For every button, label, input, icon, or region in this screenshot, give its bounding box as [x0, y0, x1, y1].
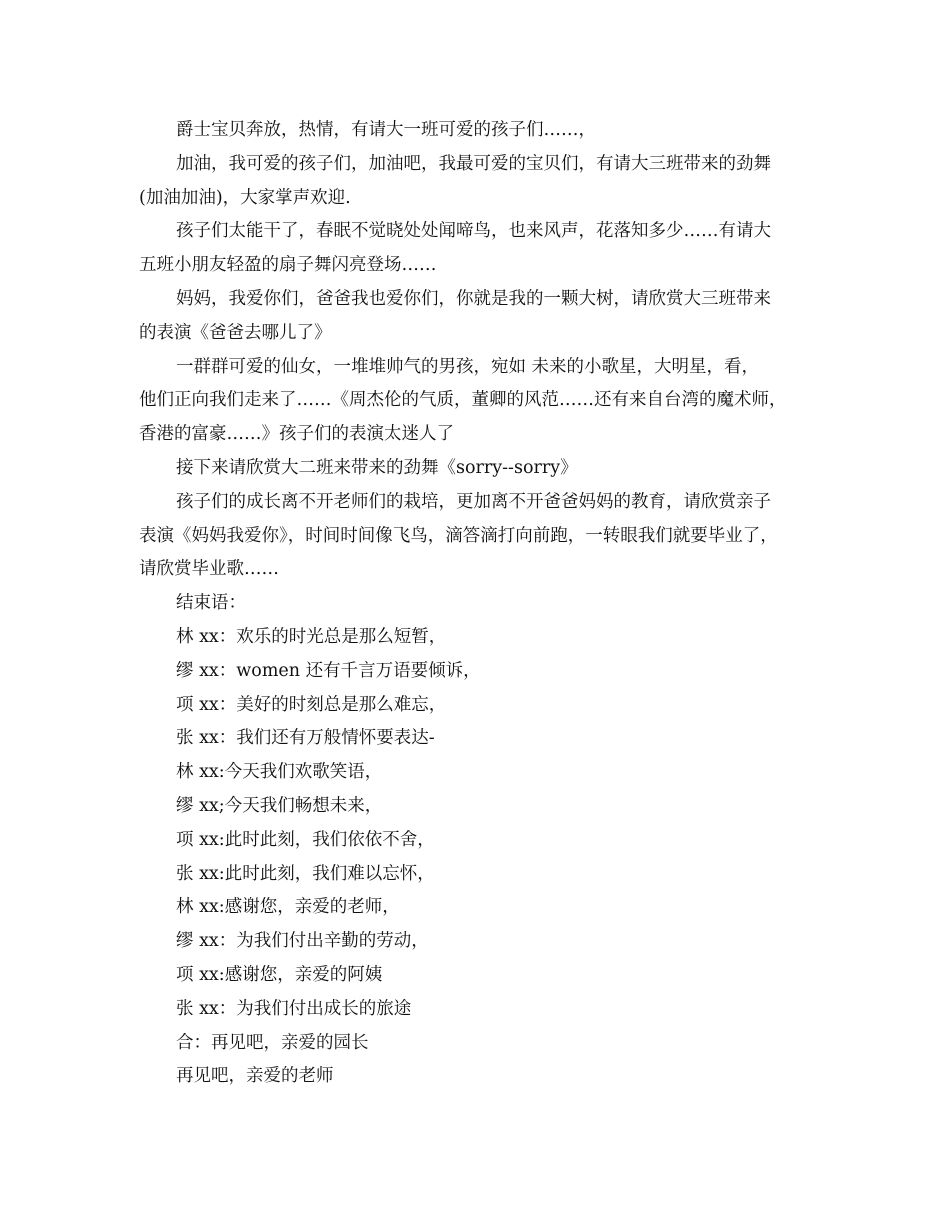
dialogue-line: 项 xx:感谢您，亲爱的阿姨: [176, 964, 383, 985]
paragraph-line: 请欣赏毕业歌……: [139, 559, 279, 580]
paragraph-line: 一群群可爱的仙女，一堆堆帅气的男孩，宛如 未来的小歌星，大明星，看，: [176, 356, 760, 377]
paragraph-line: 爵士宝贝奔放，热情，有请大一班可爱的孩子们……，: [176, 120, 596, 140]
document-body: [139, 114, 829, 1094]
dialogue-line: 项 xx：美好的时刻总是那么难忘，: [176, 694, 447, 715]
dialogue-line: 林 xx:今天我们欢歌笑语，: [176, 762, 383, 783]
paragraph: [139, 114, 829, 148]
paragraph-line: 的表演《爸爸去哪儿了》: [139, 322, 332, 343]
paragraph-line: 接下来请欣赏大二班来带来的劲舞《sorry--sorry》: [176, 457, 578, 478]
dialogue-line: 张 xx：我们还有万般情怀要表达-: [176, 728, 435, 749]
paragraph: [139, 486, 829, 587]
paragraph-line: 加油，我可爱的孩子们，加油吧，我最可爱的宝贝们，有请大三班带来的劲舞: [176, 153, 771, 174]
paragraph-line: 五班小朋友轻盈的扇子舞闪亮登场……: [139, 255, 437, 276]
dialogue-line: 缪 xx;今天我们畅想未来，: [176, 795, 383, 816]
paragraph-line: (加油加油)，大家掌声欢迎.: [139, 187, 351, 208]
dialogue-line: 张 xx:此时此刻，我们难以忘怀，: [176, 863, 435, 884]
paragraph-line: 妈妈，我爱你们，爸爸我也爱你们，你就是我的一颗大树，请欣赏大三班带来: [176, 288, 771, 309]
paragraph: [139, 148, 829, 216]
dialogue-line: 林 xx：欢乐的时光总是那么短暂，: [176, 626, 447, 647]
paragraph-line: 孩子们的成长离不开老师们的栽培，更加离不开爸爸妈妈的教育，请欣赏亲子: [176, 491, 771, 512]
paragraph-line: 他们正向我们走来了……《周杰伦的气质，董卿的风范……还有来自台湾的魔术师，: [139, 390, 787, 411]
dialogue-line: 缪 xx：women 还有千言万语要倾诉，: [176, 660, 481, 681]
dialogue-line: 林 xx:感谢您，亲爱的老师，: [176, 897, 400, 918]
dialogue-line: 缪 xx：为我们付出辛勤的劳动，: [176, 931, 429, 952]
dialogue-line: 项 xx:此时此刻，我们依依不舍，: [176, 829, 435, 850]
dialogue-line: 再见吧，亲爱的老师: [176, 1066, 334, 1087]
closing-section: [139, 587, 829, 1094]
paragraph-line: 香港的富豪……》孩子们的表演太迷人了: [139, 424, 454, 445]
closing-heading: 结束语：: [176, 593, 246, 614]
paragraph: [139, 283, 829, 351]
paragraph: [139, 215, 829, 283]
dialogue-line: 张 xx：为我们付出成长的旅途: [176, 998, 412, 1019]
paragraph-line: 孩子们太能干了，春眠不觉晓处处闻啼鸟，也来风声，花落知多少……有请大: [176, 221, 771, 242]
dialogue-line: 合：再见吧，亲爱的园长: [176, 1032, 369, 1053]
paragraph-line: 表演《妈妈我爱你》，时间时间像飞鸟，滴答滴打向前跑，一转眼我们就要毕业了，: [139, 525, 778, 546]
paragraph: [139, 452, 829, 486]
paragraph: [139, 351, 829, 452]
